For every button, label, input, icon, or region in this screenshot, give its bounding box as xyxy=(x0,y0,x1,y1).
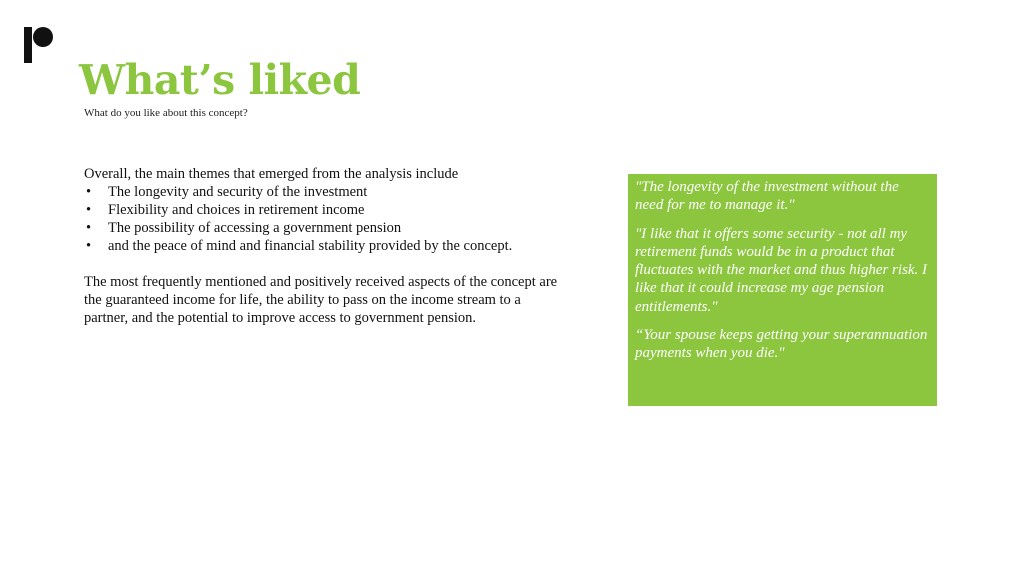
page-subtitle: What do you like about this concept? xyxy=(84,107,248,119)
themes-intro: Overall, the main themes that emerged from the analysis include xyxy=(84,166,459,182)
quotes-panel xyxy=(628,174,937,406)
theme-item xyxy=(84,219,559,237)
quote-text: "I like that it offers some security - not all my retirement funds would be in a product that fluctuates with the market and thus higher risk. I like that it could increase my age pension entitlements." xyxy=(635,225,928,315)
bullet-icon: • xyxy=(86,202,92,218)
analysis-summary xyxy=(84,165,559,327)
theme-text: and the peace of mind and financial stability provided by the concept. xyxy=(108,238,513,254)
quote-text: “Your spouse keeps getting your superannuation payments when you die." xyxy=(635,327,928,362)
theme-item xyxy=(84,237,559,255)
bullet-icon: • xyxy=(86,184,92,200)
quote-text: "The longevity of the investment without the need for me to manage it." xyxy=(635,179,899,214)
theme-text: The longevity and security of the investment xyxy=(108,184,368,200)
logo-dot xyxy=(33,27,53,47)
themes-list xyxy=(84,183,559,255)
logo-stem xyxy=(24,27,32,63)
bullet-icon: • xyxy=(86,220,92,236)
theme-item xyxy=(84,201,559,219)
brand-logo-icon xyxy=(24,27,56,65)
theme-text: The possibility of accessing a government pension xyxy=(108,220,402,236)
theme-item xyxy=(84,183,559,201)
summary-paragraph: The most frequently mentioned and positively received aspects of the concept are the guaranteed income for life, the ability to pass on the income stream to a partner, and the potential to improve access to government pension. xyxy=(84,274,558,326)
bullet-icon: • xyxy=(86,238,92,254)
theme-text: Flexibility and choices in retirement income xyxy=(108,202,365,218)
page-title: What’s liked xyxy=(79,56,361,104)
